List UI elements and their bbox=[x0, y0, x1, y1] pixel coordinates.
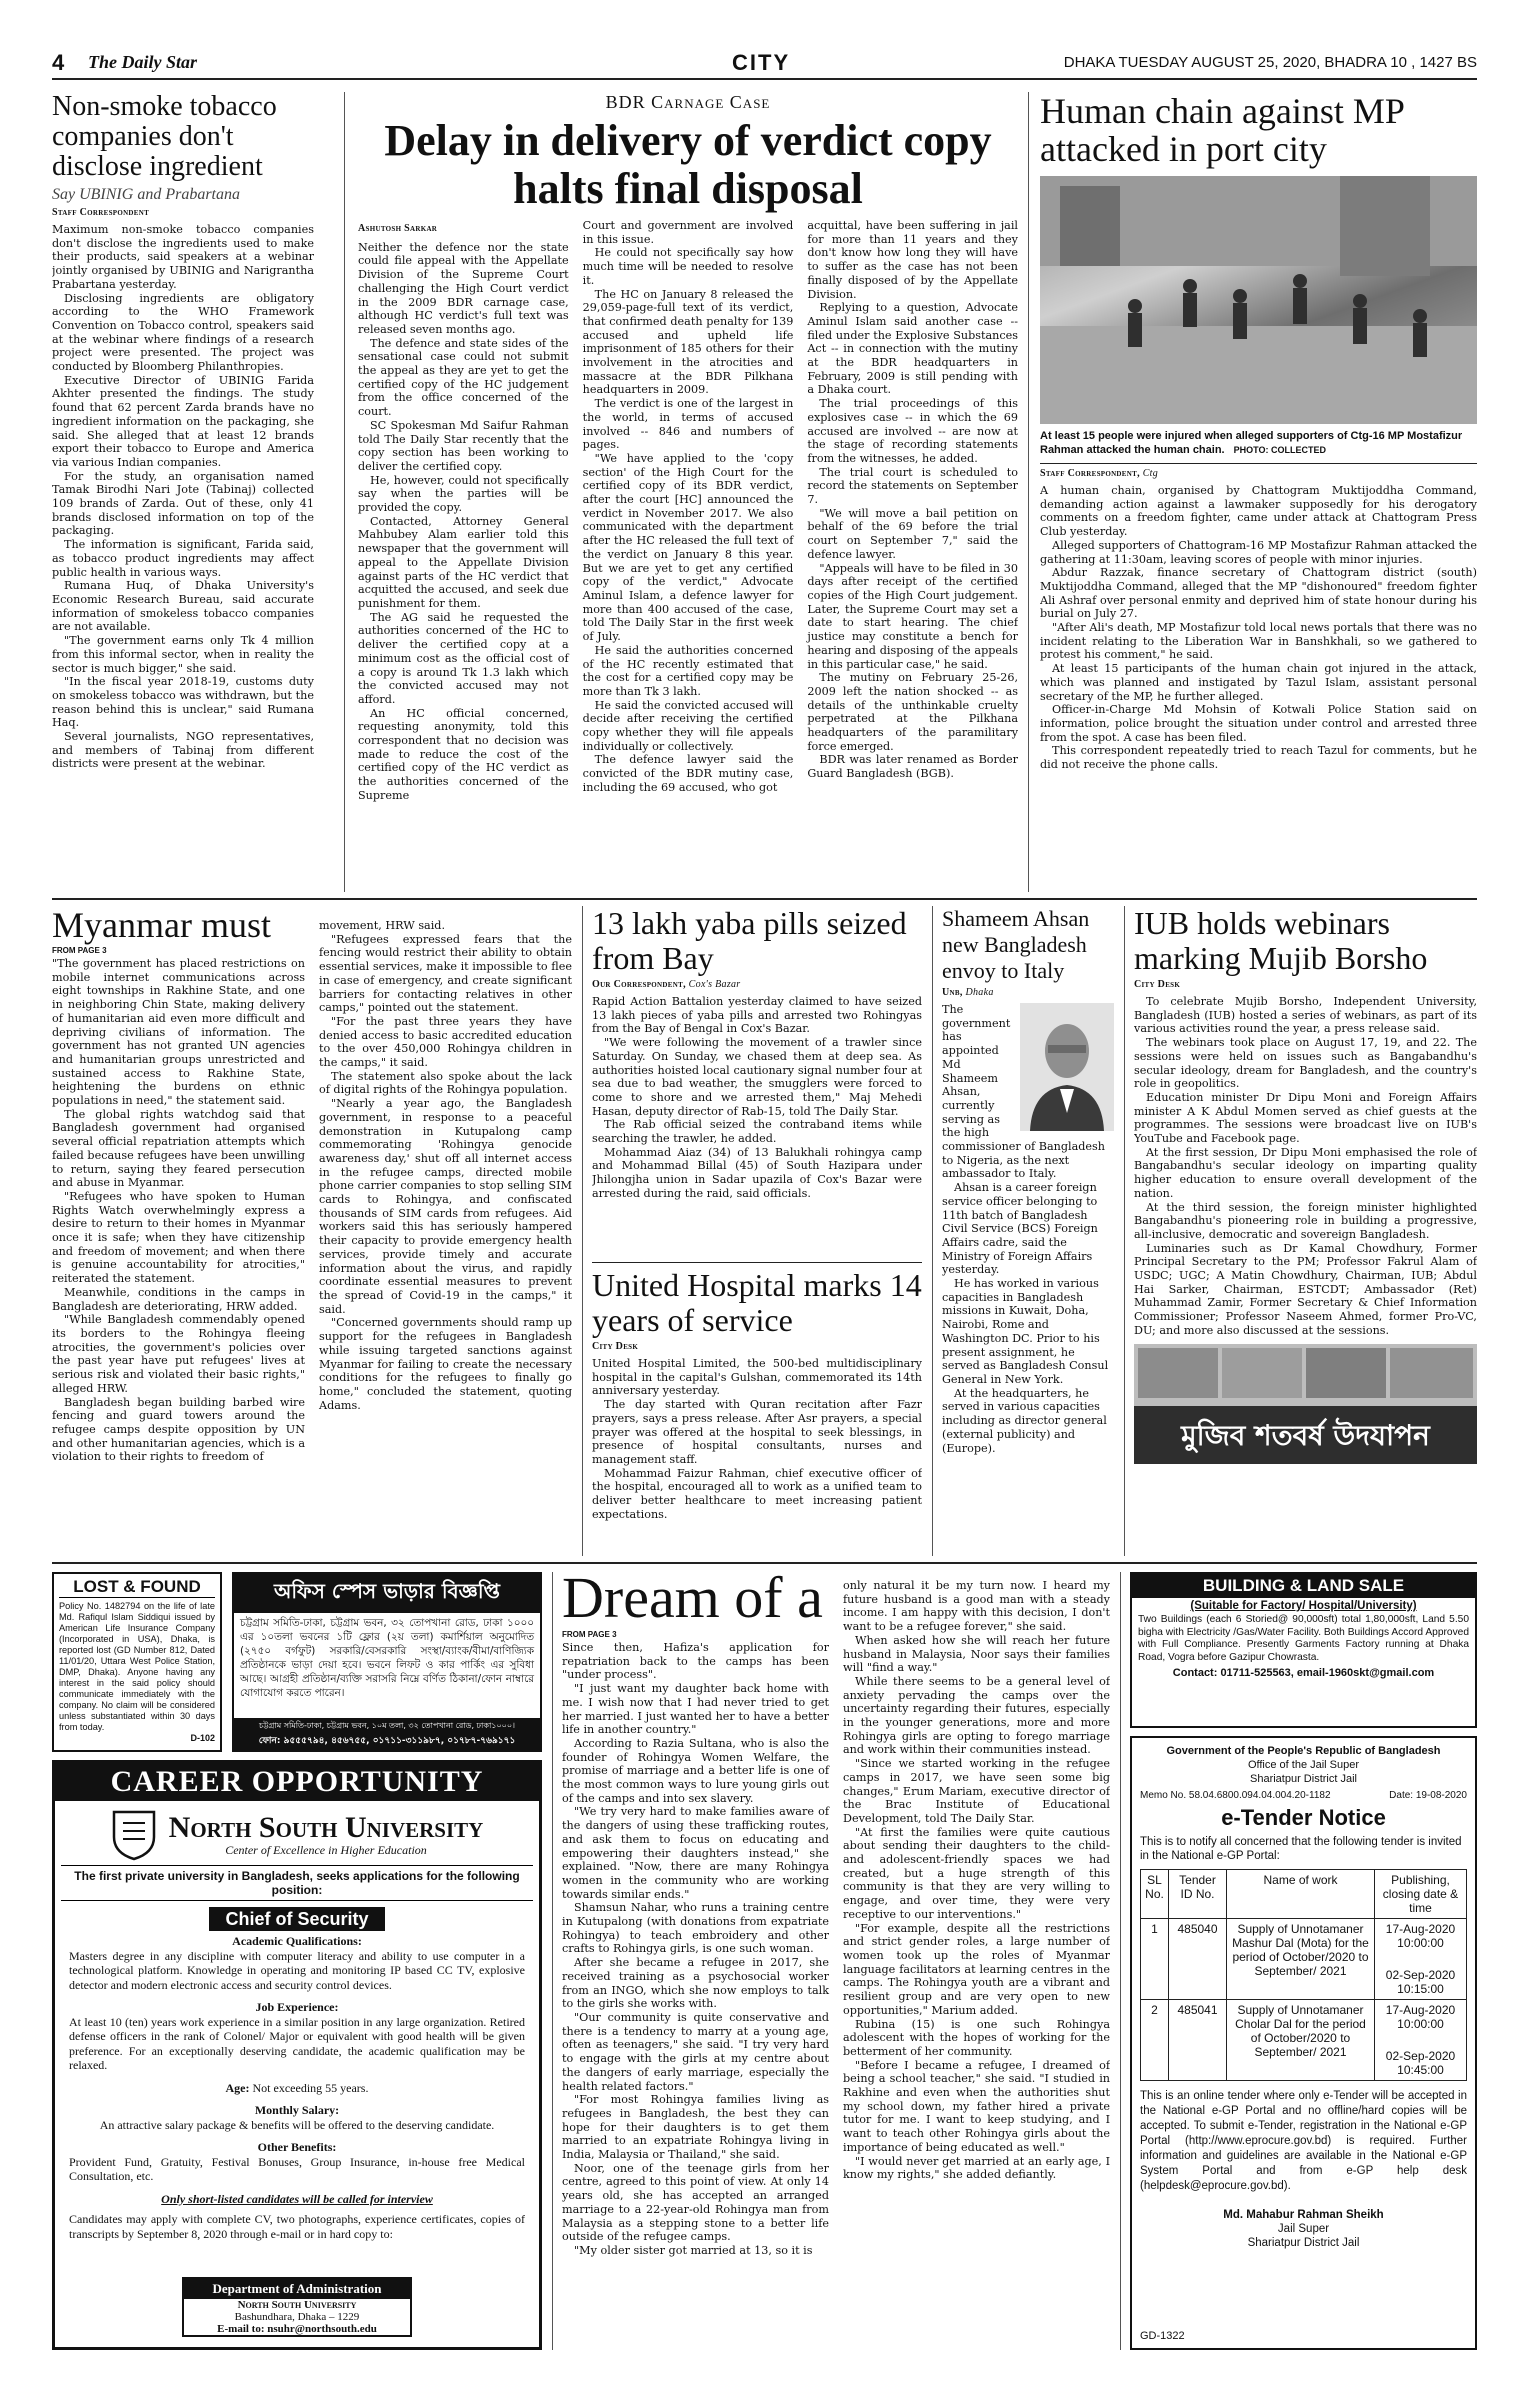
table-cell: Supply of Unnotamaner Cholar Dal for the period of October/2020 to September/ 2021 bbox=[1227, 2000, 1375, 2081]
tender-code: GD-1322 bbox=[1140, 2330, 1185, 2342]
dream-headline: Dream of a bbox=[562, 1568, 823, 1630]
masthead bbox=[52, 50, 1477, 76]
paragraph: A human chain, organised by Chattogram Muktijoddha Command, demanding action against a lawmaker supposedly for his derogatory comments on a freedom fighter, came under attack at Chattogram Press Club yesterday. bbox=[1040, 484, 1477, 539]
column-rule bbox=[582, 906, 583, 1556]
paragraph: The government has appointed Md Shameem Ahsan, currently serving as bbox=[942, 1003, 1011, 1126]
logo: The Daily Star bbox=[88, 52, 198, 72]
column-rule bbox=[344, 92, 345, 892]
career-title: CAREER OPPORTUNITY bbox=[55, 1763, 539, 1801]
humanchain-body bbox=[1040, 484, 1477, 772]
portrait-icon bbox=[1020, 1003, 1114, 1131]
close-date: 02-Sep-2020 10:45:00 bbox=[1385, 2049, 1456, 2077]
story-rule bbox=[592, 1262, 922, 1263]
paragraph: At least 15 participants of the human chain got injured in the attack, which was planned and instigated by Tazul Islam, assistant personal secretary of the MP, he further alleged. bbox=[1040, 662, 1477, 703]
tender-office: Office of the Jail Super bbox=[1247, 1759, 1360, 1771]
table-cell: 485041 bbox=[1169, 2000, 1227, 2081]
column-rule bbox=[552, 1572, 553, 2350]
tender-gov: Government of the People's Republic of Bangladesh bbox=[1166, 1745, 1441, 1757]
tender-date: Date: 19-08-2020 bbox=[1389, 1790, 1467, 1801]
byline-place: Dhaka bbox=[965, 987, 994, 998]
section-heading: Monthly Salary: bbox=[254, 2103, 340, 2117]
paragraph: "Concerned governments should ramp up support for the refugees in Bangladesh while issuing targeted sanctions against Myanmar for failing to create the necessary conditions for the refugees to finally go home," concluded the statement, quoting Adams. bbox=[319, 1316, 572, 1412]
paragraph: According to Razia Sultana, who is also the founder of Rohingya Women Welfare, the promise of marriage and a better life is one of the most common ways to lure young girls out of the camps and into sex slavery. bbox=[562, 1736, 829, 1805]
paragraph: While there seems to be a general level of anxiety pervading the camps over the uncertainty regarding their futures, especially in the younger generations, more and more Rohingya girls are opting to forego marriage and work within their communities instead. bbox=[843, 1674, 1110, 1757]
table-cell: 1 bbox=[1141, 1919, 1169, 2000]
paragraph: Replying to a question, Advocate Aminul Islam said another case -- filed under the Explosive Substances Act -- in connection with the mutiny at the BDR headquarters in February, 2009 is still pending with a Dhaka court. bbox=[807, 301, 1018, 397]
section-heading: Age: bbox=[225, 2080, 250, 2095]
building-sale-ad bbox=[1130, 1572, 1477, 1728]
paragraph: At the headquarters, he served in various capacities including as director general (external publicity) and (Europe). bbox=[942, 1386, 1107, 1455]
table-cell bbox=[1375, 1919, 1467, 2000]
paragraph: Rumana Huq, of Dhaka University's Economic Research Bureau, said accurate information of smokeless tobacco companies are not available. bbox=[52, 579, 314, 634]
career-section bbox=[69, 2103, 525, 2132]
humanchain-photo bbox=[1040, 176, 1477, 424]
bdr-kicker: BDR Carnage Case bbox=[605, 92, 771, 112]
paragraph: Maximum non-smoke tobacco companies don't disclose the ingredients used to make their products, said speakers at a webinar jointly organised by UBINIG and Narigrantha Prabartana yesterday. bbox=[52, 223, 314, 291]
united-body bbox=[592, 1357, 922, 1521]
university-name: North South University bbox=[168, 1810, 484, 1844]
section-text: An attractive salary package & benefits will be offered to the deserving candidate. bbox=[99, 2117, 495, 2132]
myanmar-story bbox=[52, 906, 572, 1556]
paragraph: The trial court is scheduled to record the statements on September 7. bbox=[807, 465, 1018, 507]
bdr-story bbox=[358, 92, 1018, 892]
photo-credit: PHOTO: COLLECTED bbox=[1233, 445, 1327, 455]
yaba-headline: 13 lakh yaba pills seized from Bay bbox=[592, 906, 907, 976]
paragraph: Rapid Action Battalion yesterday claimed to have seized 13 lakh pieces of yaba pills and arrested two Rohingyas from the Bay of Bengal in Cox's Bazar. bbox=[592, 995, 922, 1036]
paragraph: "I would never get married at an early age, I know my rights," she added defiantly. bbox=[843, 2154, 1110, 2182]
paragraph: This correspondent repeatedly tried to reach Tazul for comments, but he did not receive the phone calls. bbox=[1040, 744, 1477, 772]
dream-column-1 bbox=[562, 1641, 829, 2258]
shameem-headline: Shameem Ahsan new Bangladesh envoy to Italy bbox=[942, 906, 1090, 983]
paragraph: Education minister Dr Dipu Moni and Foreign Affairs minister A K Abdul Momen served as chief guests at the programmes. The sessions were broadcast live on IUB's YouTube and Facebook page. bbox=[1134, 1090, 1477, 1146]
iub-story bbox=[1134, 906, 1477, 1556]
lostfound-title: LOST & FOUND bbox=[59, 1577, 215, 1598]
section-rule bbox=[52, 898, 1477, 900]
humanchain-headline: Human chain against MP attacked in port city bbox=[1040, 92, 1404, 169]
paragraph: Court and government are involved in this issue. bbox=[582, 219, 794, 246]
paragraph: SC Spokesman Md Saifur Rahman told The Daily Star recently that the copy section has been working to deliver the certified copy. bbox=[358, 418, 569, 473]
shameem-body bbox=[942, 1003, 1114, 1455]
paragraph: He has worked in various capacities in Bangladesh missions in Kuwait, Doha, Nairobi, Rome and Washington DC. Prior to his present assignment, he served as Bangladesh Consul General in New York. bbox=[942, 1277, 1109, 1386]
paragraph: Luminaries such as Dr Kamal Chowdhury, Former Principal Secretary to the PM; Professor Fakrul Alam of USDC; UGC; A Matin Chowdhury, Chairman, IUB; Abdul Hai Sarker, Chairman, ESTCDT; Ambassador (Ret) Muhammad Zamir, Former Secretary & Chief Information Commissioner; Professor Naseem Ahmed, former Pro-VC, DU; and more also discussed at the sessions. bbox=[1134, 1241, 1477, 1337]
tender-note: This is an online tender where only e-Tender will be accepted in the National e-GP Portal and no offline/hard copies will be accepted. To submit e-Tender, registration in the National e-GP Portal (http://www.eprocure.gov.bd) is required. Further information and guidelines are available in the National e-GP System Portal and from e-GP help desk (helpdesk@eprocure.gov.bd). bbox=[1140, 2090, 1467, 2192]
paragraph: Officer-in-Charge Md Mohsin of Kotwali Police Station said on information, police brought the situation under control and arrested three from the spot. A case has been filed. bbox=[1040, 703, 1477, 744]
page-number: 4 bbox=[52, 50, 65, 75]
building-subtitle: (Suitable for Factory/ Hospital/University) bbox=[1190, 1600, 1417, 1612]
myanmar-column-1 bbox=[52, 957, 305, 1464]
myanmar-headline: Myanmar must bbox=[52, 906, 271, 945]
paragraph: "My older sister got married at 13, so it is bbox=[574, 2243, 813, 2257]
tender-signer: Md. Mahabur Rahman Sheikh bbox=[1223, 2209, 1384, 2221]
paragraph: Bangladesh began building barbed wire fencing and guard towers around the refugee camps despite opposition by UN and other humanitarian agencies, which is a violation to their rights to freedom of bbox=[52, 1395, 305, 1464]
building-text: Two Buildings (each 6 Storied@ 90,000sft) total 1,80,000sft, Land 5.50 bigha with Electricity /Gas/Water Facility. Both Buildings Accord Approved with Full Compliance. Presently Garments Factory running at Dhaka Road, Vogra before Gazipur Chowrasta. bbox=[1138, 1614, 1469, 1663]
tobacco-story bbox=[52, 92, 314, 892]
paragraph: Mohammad Aiaz (34) of 13 Balukhali rohingya camp and Mohammad Billal (45) of South Hazipara under Jhilongjha union in Sadar upazila of Cox's Bazar were arrested during the raid, said officials. bbox=[592, 1145, 922, 1200]
paragraph: "The government has placed restrictions on mobile internet communications across eight townships in Rakhine State, and one in neighboring Chin State, making delivery of humanitarian aid even more difficult and depriving civilians of information. The government has not granted UN agencies and humanitarian groups unrestricted and sustained access to Rakhine State, heightening the burdens on ethnic populations in need," the statement said. bbox=[52, 957, 305, 1108]
paragraph: "We will move a bail petition on behalf of the 69 before the trial court on September 7," said the defence lawyer. bbox=[807, 506, 1018, 561]
bdr-column-3 bbox=[807, 219, 1018, 803]
paragraph: "Nearly a year ago, the Bangladesh government, in response to a peaceful demonstration in Kutupalong camp commemorating 'Rohingya genocide awareness day,' shut off all internet access in the refugee camps, directed mobile phone carrier companies to stop selling SIM cards to Rohingya, and confiscated thousands of SIM cards from refugees. Aid workers said this has seriously hampered their capacity to provide emergency health services, provide timely and accurate information about the virus, and rapidly coordinate essential measures to prevent the spread of Covid-19 in the camps," it said. bbox=[319, 1097, 572, 1316]
paragraph: "While Bangladesh commendably opened its borders to the Rohingya fleeing atrocities, the government's policies over the past year have put refugees' lives at serious risk and violated their basic rights," alleged HRW. bbox=[52, 1313, 305, 1395]
table-cell: 485040 bbox=[1169, 1919, 1227, 2000]
career-section bbox=[69, 2140, 525, 2184]
paragraph: The global rights watchdog said that Bangladesh government had organised several official repatriation attempts which failed because refugees have been unwilling to return, saying they feared persecution and abuse in Myanmar. bbox=[52, 1107, 305, 1190]
paragraph: The defence lawyer said the convicted of the BDR mutiny case, including the 69 accused, who got bbox=[582, 753, 794, 794]
byline-place: Cox's Bazar bbox=[688, 979, 741, 990]
office-ad-address: চট্টগ্রাম সমিতি-ঢাকা, চট্টগ্রাম ভবন, ১০ম তলা, ৩২ তোপখানা রোড, ঢাকা১০০০। bbox=[259, 1721, 515, 1730]
paragraph: "Refugees expressed fears that the fencing would restrict their ability to obtain essential services, make it impossible to flee in case of emergency, and create significant barriers for contacting relatives in other camps," pointed out the statement. bbox=[319, 932, 572, 1015]
paragraph: The information is significant, Farida said, as tobacco product ingredients may affect public health in various ways. bbox=[52, 538, 314, 579]
career-email[interactable]: E-mail to: nsuhr@northsouth.edu bbox=[217, 2323, 377, 2335]
paragraph: "Refugees who have spoken to Human Rights Watch overwhelmingly express a desire to return to their homes in Myanmar once it is safe; when they have citizenship and freedom of movement; and when there is genuine accountability for atrocities," reiterated the statement. bbox=[52, 1189, 305, 1286]
myanmar-from-page: FROM PAGE 3 bbox=[52, 946, 107, 955]
tender-memo: Memo No. 58.04.6800.094.04.004.20-1182 bbox=[1140, 1790, 1331, 1801]
table-header: Publishing, closing date & time bbox=[1375, 1870, 1467, 1919]
paragraph: To celebrate Mujib Borsho, Independent University, Bangladesh (IUB) hosted a series of webinars, as part of its various activities round the year, a press release said. bbox=[1134, 995, 1477, 1036]
iub-photo-banner: মুজিব শতবর্ষ উদযাপন bbox=[1181, 1418, 1430, 1452]
united-story bbox=[592, 1268, 922, 1556]
tender-signer-place: Shariatpur District Jail bbox=[1247, 2237, 1360, 2249]
section-heading: Job Experience: bbox=[255, 2000, 339, 2014]
paragraph: Contacted, Attorney General Mahbubey Alam earlier told this newspaper that the government will appeal to the Appellate Division against parts of the HC verdict that acquitted the accused, and seek due punishment for them. bbox=[358, 514, 569, 610]
paragraph: The webinars took place on August 17, 19, and 22. The sessions were held on issues such as Bangabandhu's secular ideology, dream for Bangladesh, and the country's role in geopolitics. bbox=[1134, 1036, 1477, 1091]
dream-story bbox=[562, 1568, 1110, 2350]
paragraph: only natural it be my turn now. I heard my future husband is a good man with a steady income. I am happy with this decision, I don't want to be a refugee forever," she said. bbox=[843, 1579, 1110, 1634]
paragraph: At the third session, the foreign minister highlighted Bangabandhu's pioneering role in building a progressive, all-inclusive, democratic and sovereign Bangladesh. bbox=[1134, 1200, 1477, 1241]
section-label: CITY bbox=[732, 50, 791, 75]
byline-place: Ctg bbox=[1142, 468, 1159, 479]
lostfound-ad bbox=[52, 1572, 222, 1752]
iub-photo bbox=[1134, 1344, 1477, 1464]
tender-title: e-Tender Notice bbox=[1221, 1805, 1386, 1830]
career-apply: Candidates may apply with complete CV, two photographs, experience certificates, copies of transcripts by September 8, 2020 through e-mail or in hard copy to: bbox=[69, 2212, 525, 2241]
paragraph: Shamsun Nahar, who runs a training centre in Kutupalong (with donations from expatriate Rohingya) to teach embroidery and other crafts to Rohingya girls, is one such woman. bbox=[562, 1901, 829, 1956]
dateline: DHAKA TUESDAY AUGUST 25, 2020, BHADRA 10 , 1427 BS bbox=[1063, 54, 1477, 71]
paragraph: He, however, could not specifically say when the parties will be provided the copy. bbox=[358, 473, 569, 515]
tender-place: Shariatpur District Jail bbox=[1250, 1773, 1357, 1785]
iub-body bbox=[1134, 995, 1477, 1338]
byline-name: Our Correspondent bbox=[592, 979, 684, 990]
paragraph: The AG said he requested the authorities concerned of the HC to deliver the certified copy at a minimum cost as the official cost of a copy is around Tk 1.3 lakh which the convicted accused may not afford. bbox=[358, 610, 569, 706]
office-ad-body: চট্টগ্রাম সমিতি-ঢাকা, চট্টগ্রাম ভবন, ৩২ তোপখানা রোড, ঢাকা ১০০০ এর ১০তলা ভবনের ১টি ফ্লোর (২য় তলা) কমার্শিয়াল অনুমোদিত (২৭৫০ বর্গফুট) সরকারি/বেসরকারি সংস্থা/ব্যাংক/বীমা/বাণিজ্যিক প্রতিষ্ঠানকে ভাড়া দেয়া হবে। ভবনে লিফট ও কার পার্কিং এর সুবিধা আছে। আগ্রহী প্রতিষ্ঠান/ব্যক্তি সরাসরি নিম্নে বর্ণিত ঠিকানা/ফোন নাম্বারে যোগাযোগ করতে পারেন। bbox=[240, 1617, 534, 1699]
bdr-column-2 bbox=[583, 219, 794, 803]
career-section bbox=[69, 2081, 525, 2096]
career-section bbox=[69, 2000, 525, 2073]
paragraph: He said the authorities concerned of the HC recently estimated that the cost for a certified copy may be more than Tk 3 lakh. bbox=[582, 643, 794, 698]
paragraph: The defence and state sides of the sensational case could not submit the appeal as they are yet to get the certified copy of the HC judgement from the office concerned of the court. bbox=[358, 336, 569, 419]
paragraph: Since then, Hafiza's application for repatriation back to the camps has been "under process". bbox=[562, 1641, 829, 1682]
paragraph: "In the fiscal year 2018-19, customs duty on smokeless tobacco was withdrawn, but the reason behind this is unclear," said Rumana Haq. bbox=[52, 675, 314, 730]
paragraph: Alleged supporters of Chattogram-16 MP Mostafizur Rahman attacked the gathering at 11:30am, leaving scores of people with minor injuries. bbox=[1040, 538, 1477, 566]
paragraph: When asked how she will reach her future husband in Malaysia, Noor says their families will "find a way." bbox=[843, 1633, 1110, 1675]
publish-date: 17-Aug-2020 10:00:00 bbox=[1385, 2003, 1456, 2031]
paragraph: After she became a refugee in 2017, she received training as a psychosocial worker from an INGO, which she now employs to talk to the girls she works with. bbox=[562, 1956, 829, 2011]
shameem-story bbox=[942, 906, 1114, 1556]
paragraph: "For example, despite all the restrictions and strict gender roles, a large number of women took up the roles of Myanmar language facilitators at learning centres in the camps. The Rohingya youth are a vibrant and resilient group and are very open to new opportunities," Marium added. bbox=[843, 1921, 1110, 2017]
section-text: At least 10 (ten) years work experience in a similar position in any large organization. Retired defense officers in the rank of Colonel/ Major or equivalent with good health will be given preference. For an exceptionally deserving candidate, the academic qualification may be relaxed. bbox=[69, 2014, 525, 2072]
paragraph: the high commissioner of Bangladesh to Nigeria, as the next ambassador to Italy. bbox=[942, 1126, 1105, 1181]
tobacco-deck: Say UBINIG and Prabartana bbox=[52, 186, 240, 203]
paragraph: The HC on January 8 released the 29,059-page-full text of its verdict, that confirmed death penalty for 139 accused and upheld life imprisonment of 185 others for their involvement in the atrocities and massacre at the BDR Pilkhana headquarters in 2009. bbox=[582, 287, 794, 397]
humanchain-byline: Staff Correspondent, Ctg bbox=[1040, 468, 1159, 479]
byline-name: Staff Correspondent bbox=[1040, 468, 1138, 479]
myanmar-column-2 bbox=[319, 919, 572, 1464]
byline-name: Unb bbox=[942, 987, 960, 998]
table-header: SL No. bbox=[1141, 1870, 1169, 1919]
iub-headline: IUB holds webinars marking Mujib Borsho bbox=[1134, 906, 1428, 976]
lostfound-text: Policy No. 1482794 on the life of late Md. Rafiqul Islam Siddiqui issued by American Life Insurance Company (Incorporated in USA), Dhaka, is reported lost (GD Number 812, Dated 11/01/20, Uttara West Police Station, DMP, Dhaka). Anyone having any interest in the said policy should communicate immediately with the company. No claim will be considered unless substantiated within 30 days from today. bbox=[59, 1601, 215, 1732]
close-date: 02-Sep-2020 10:15:00 bbox=[1385, 1968, 1456, 1996]
paragraph: "Before I became a refugee, I dreamed of being a school teacher," she said. "I studied in Rakhine and even when the authorities shut my school down, my father hired a private tutor for me. I want to keep studying, and I want to teach other Rohingya girls about the importance of being educated as well." bbox=[843, 2058, 1110, 2154]
tender-intro: This is to notify all concerned that the following tender is invited in the National e-GP Portal: bbox=[1140, 1836, 1462, 1862]
career-addr2: Bashundhara, Dhaka – 1229 bbox=[234, 2311, 360, 2323]
etender-notice bbox=[1130, 1736, 1477, 2350]
column-rule bbox=[1124, 906, 1125, 1556]
office-ad-title: অফিস স্পেস ভাড়ার বিজ্ঞপ্তি bbox=[234, 1574, 540, 1613]
paragraph: "At first the families were quite cautious about sending their daughters to the child- and adolescent-friendly spaces we had created, but a huge strength of this community is that they are very willing to engage, and over time, they were very receptive to our interventions." bbox=[843, 1825, 1110, 1921]
caption-text: At least 15 people were injured when alleged supporters of Ctg-16 MP Mostafizur Rahman attacked the human chain. bbox=[1040, 430, 1463, 456]
yaba-story bbox=[592, 906, 922, 1261]
university-crest-icon bbox=[111, 1809, 157, 1861]
section-text: Masters degree in any discipline with computer literacy and ability to use computer in a technological platform. Knowledge in operating and monitoring IP based CC TV, explosive detector and modern electronic access and security control devices. bbox=[69, 1948, 525, 1992]
bdr-headline: Delay in delivery of verdict copy halts final disposal bbox=[384, 116, 992, 213]
career-addr1: North South University bbox=[237, 2299, 357, 2311]
paragraph: "After Ali's death, MP Mostafizur told local news portals that there was no incident relating to the Liberation War in Banshkhali, so we gathered to protest his comment," he said. bbox=[1040, 621, 1477, 662]
table-row bbox=[1141, 1919, 1467, 2000]
publish-date: 17-Aug-2020 10:00:00 bbox=[1385, 1922, 1456, 1950]
position-title: Chief of Security bbox=[209, 1907, 384, 1931]
tobacco-body bbox=[52, 223, 314, 771]
yaba-body bbox=[592, 995, 922, 1201]
section-text: Not exceeding 55 years. bbox=[252, 2080, 369, 2095]
humanchain-story bbox=[1040, 92, 1477, 892]
table-header: Name of work bbox=[1227, 1870, 1375, 1919]
paragraph: Mohammad Faizur Rahman, chief executive officer of the hospital, encouraged all to work as a unified team to deliver better healthcare to meet increasing patient expectations. bbox=[592, 1466, 922, 1521]
paragraph: For the study, an organisation named Tamak Birodhi Nari Jote (Tabinaj) collected 109 brands of Zarda. Out of these, only 41 brands disclosed information on top of the packaging. bbox=[52, 469, 314, 538]
street-scene-icon bbox=[1040, 176, 1477, 424]
iub-byline: City Desk bbox=[1134, 979, 1181, 990]
paragraph: The verdict is one of the largest in the world, in terms of accused involved -- 846 and numbers of pages. bbox=[582, 397, 794, 452]
career-intro: The first private university in Bangladesh, seeks applications for the following position: bbox=[61, 1865, 533, 1901]
paragraph: Rubina (15) is one such Rohingya adolescent with the hopes of working for the betterment of her community. bbox=[843, 2017, 1110, 2058]
paragraph: movement, HRW said. bbox=[319, 919, 446, 932]
shameem-portrait bbox=[1020, 1003, 1114, 1131]
paragraph: He could not specifically say how much time will be needed to resolve it. bbox=[582, 246, 794, 287]
paragraph: acquittal, have been suffering in jail for more than 11 years and they don't know how long they will have to suffer as the case has not been finally disposed of by the Appellate Division. bbox=[807, 219, 1018, 301]
paragraph: The mutiny on February 25-26, 2009 left the nation shocked -- as details of the unthinkable cruelty perpetrated at the Pilkhana headquarters of the paramilitary force emerged. bbox=[807, 671, 1018, 753]
column-rule bbox=[1028, 92, 1029, 892]
career-shortlist: Only short-listed candidates will be called for interview bbox=[161, 2191, 433, 2206]
table-cell: 2 bbox=[1141, 2000, 1169, 2081]
tender-signer-title: Jail Super bbox=[1277, 2223, 1330, 2235]
paragraph: Disclosing ingredients are obligatory according to the WHO Framework Convention on Tobacco control, speakers said at the webinar where findings of a research project were presented. The project was conducted by Bloomberg Philanthropies. bbox=[52, 291, 314, 374]
bdr-column-1 bbox=[358, 219, 569, 803]
office-space-ad bbox=[232, 1572, 542, 1752]
table-cell bbox=[1375, 2000, 1467, 2081]
paragraph: "Appeals will have to be filed in 30 days after receipt of the certified copies of the High Court judgement. Later, the Supreme Court may set a date to start hearing. The chief justice may constitute a bench for hearing and disposing of the appeals in this particular case," he said. bbox=[807, 561, 1018, 671]
paragraph: An HC official concerned, requesting anonymity, told this correspondent that no decision was made to reduce the cost of the certified copy of the HC verdict as the authorities concerned of the Supreme bbox=[358, 706, 569, 802]
paragraph: Several journalists, NGO representatives, and members of Tabinaj from different districts were present at the webinar. bbox=[52, 730, 314, 771]
table-cell: Supply of Unnotamaner Mashur Dal (Mota) for the period of October/2020 to September/ 2021 bbox=[1227, 1919, 1375, 2000]
lostfound-code: D-102 bbox=[190, 1733, 215, 1743]
tobacco-headline: Non-smoke tobacco companies don't disclose ingredient bbox=[52, 92, 277, 182]
paragraph: United Hospital Limited, the 500-bed multidisciplinary hospital in the capital's Gulshan, commemorated its 14th anniversary yesterday. bbox=[592, 1357, 922, 1398]
paragraph: "For the past three years they have denied access to basic accredited education to the over 450,000 Rohingya children in the camps," it said. bbox=[319, 1014, 572, 1070]
paragraph: The Rab official seized the contraband items while searching the trawler, he added. bbox=[592, 1118, 922, 1146]
shameem-byline: Unb, Dhaka bbox=[942, 987, 994, 998]
paragraph: Meanwhile, conditions in the camps in Bangladesh are deteriorating, HRW added. bbox=[52, 1285, 305, 1313]
paragraph: "We were following the movement of a trawler since Saturday. On Sunday, we chased them at deep sea. As authorities hoisted local cautionary signal number four at sea due to bad weather, the smugglers were forced to come to shore and we arrested them," Maj Mehedi Hasan, deputy director of Rab-15, told The Daily Star. bbox=[592, 1036, 922, 1118]
office-ad-phone: ফোন: ৯৫৫৫৭৯৪, ৪৫৬৭৫৫, ০১৭১১-৩১১৯৮৭, ০১৭৮৭-৭৬৯১৭১ bbox=[258, 1736, 516, 1746]
dream-column-2 bbox=[843, 1579, 1110, 2258]
building-title: BUILDING & LAND SALE bbox=[1132, 1574, 1475, 1598]
paragraph: "I just want my daughter back home with me. I wish now that I had never tried to get her married. I just wanted her to have a better life in another country." bbox=[562, 1682, 829, 1737]
paragraph: The day started with Quran recitation after Fazr prayers, says a press release. After Asr prayers, a special prayer was offered at the hospital to seek blessings, in presence of hospital consultants, nurses and management staff. bbox=[592, 1398, 922, 1466]
paragraph: "Our community is quite conservative and there is a tendency to marry at a young age, often as teenagers," she said. "I try very hard to engage with the girls at my centre about the dangers of early marriage, especially the health related factors." bbox=[562, 2010, 829, 2093]
section-text: Provident Fund, Gratuity, Festival Bonuses, Group Insurance, in-house free Medical Consultation, etc. bbox=[69, 2154, 525, 2183]
paragraph: Abdur Razzak, finance secretary of Chattogram district (south) Muktijoddha Command, alleged that the MP "dishonoured" freedom fighter Ali Ashraf over personal enmity and deprived him of state honour during his burial on July 27. bbox=[1040, 566, 1477, 621]
tender-table bbox=[1140, 1869, 1467, 2081]
section-heading: Other Benefits: bbox=[257, 2140, 337, 2154]
column-rule bbox=[932, 906, 933, 1556]
paragraph: "For most Rohingya families living as refugees in Bangladesh, the best they can hope for their daughters is to get them married to an expatriate Rohingya living in India, Malaysia or Thailand," she said. bbox=[562, 2093, 829, 2162]
section-heading: Academic Qualifications: bbox=[232, 1934, 362, 1948]
paragraph: Executive Director of UBINIG Farida Akhter presented the findings. The study found that 62 percent Zarda brands have no ingredient information on the packaging, she said. She alleged that at least 12 brands export their tobacco to Europe and America via various Indian companies. bbox=[52, 373, 314, 469]
paragraph: Neither the defence nor the state could file appeal with the Appellate Division of the Supreme Court challenging the High Court verdict in the 2009 BDR carnage case, although HC verdict's full text was released seven months ago. bbox=[358, 240, 569, 336]
paragraph: The trial proceedings of this explosives case -- in which the 69 accused are involved -- are now at the stage of recording statements from the witnesses, he added. bbox=[807, 397, 1018, 465]
paragraph: "The government earns only Tk 4 million from this informal sector, when in reality the sector is much bigger," she said. bbox=[52, 634, 314, 675]
humanchain-caption bbox=[1040, 429, 1477, 457]
united-headline: United Hospital marks 14 years of service bbox=[592, 1268, 922, 1338]
paragraph: At the first session, Dr Dipu Moni emphasised the role of Bangabandhu's secular ideology on imparting quality higher education to ensure overall development of the nation. bbox=[1134, 1145, 1477, 1200]
building-contact: Contact: 01711-525563, email-1960skt@gmail.com bbox=[1172, 1667, 1435, 1679]
paragraph: He said the convicted accused will decide after receiving the certified copy whether they will file appeals individually or collectively. bbox=[582, 698, 794, 753]
career-dept: Department of Administration bbox=[184, 2279, 410, 2299]
dream-from-page: FROM PAGE 3 bbox=[562, 1630, 617, 1639]
section-rule bbox=[52, 1562, 1477, 1564]
table-row bbox=[1141, 2000, 1467, 2081]
caption-rule bbox=[1040, 463, 1477, 464]
bdr-byline: Ashutosh Sarkar bbox=[358, 223, 438, 234]
paragraph: Ahsan is a career foreign service officer belonging to 11th batch of Bangladesh Civil Service (BCS) Foreign Affairs cadre, said the Ministry of Foreign Affairs yesterday. bbox=[942, 1181, 1098, 1277]
table-header: Tender ID No. bbox=[1169, 1870, 1227, 1919]
paragraph: "We have applied to the 'copy section' of the High Court for the certified copy of its BDR verdict, after the court [HC] announced the verdict in November 2017. We also communicated with the department after the HC released the full text of the verdict on January 8 this year. But we are yet to get any certified copy of the verdict," Advocate Aminul Islam, a defence lawyer for more than 400 accused of the case, told The Daily Star in the first week of July. bbox=[582, 451, 794, 644]
paragraph: The statement also spoke about the lack of digital rights of the Rohingya population. bbox=[319, 1069, 572, 1097]
united-byline: City Desk bbox=[592, 1341, 639, 1352]
paragraph: BDR was later renamed as Border Guard Bangladesh (BGB). bbox=[807, 753, 1018, 781]
paragraph: "Since we started working in the refugee camps in 2017, we have seen some big changes," Erum Mariam, executive director of the Brac Institute of Educational Development, told The Daily Star. bbox=[843, 1757, 1110, 1825]
paragraph: Noor, one of the teenage girls from her centre, agreed to this point of view. At only 14 years old, she has accepted an arranged marriage to a 22-year-old Rohingya man from Malaysia as a stepping stone to a better life outside of the refugee camps. bbox=[562, 2161, 829, 2244]
career-section bbox=[69, 1934, 525, 1992]
column-rule bbox=[1120, 1572, 1121, 2350]
table-header-row bbox=[1141, 1870, 1467, 1919]
paragraph: "We try very hard to make families aware of the dangers of using these trafficking routes, and ask them to focus on educating and empowering their daughters instead," she explained. "Now, there are many Rohingya women in the community who are working towards similar ends." bbox=[562, 1805, 829, 1901]
tobacco-byline: Staff Correspondent bbox=[52, 207, 150, 218]
university-tagline: Center of Excellence in Higher Education bbox=[225, 1842, 427, 1857]
masthead-rule bbox=[52, 78, 1477, 80]
career-ad bbox=[52, 1760, 542, 2350]
yaba-byline: Our Correspondent, Cox's Bazar bbox=[592, 979, 741, 990]
